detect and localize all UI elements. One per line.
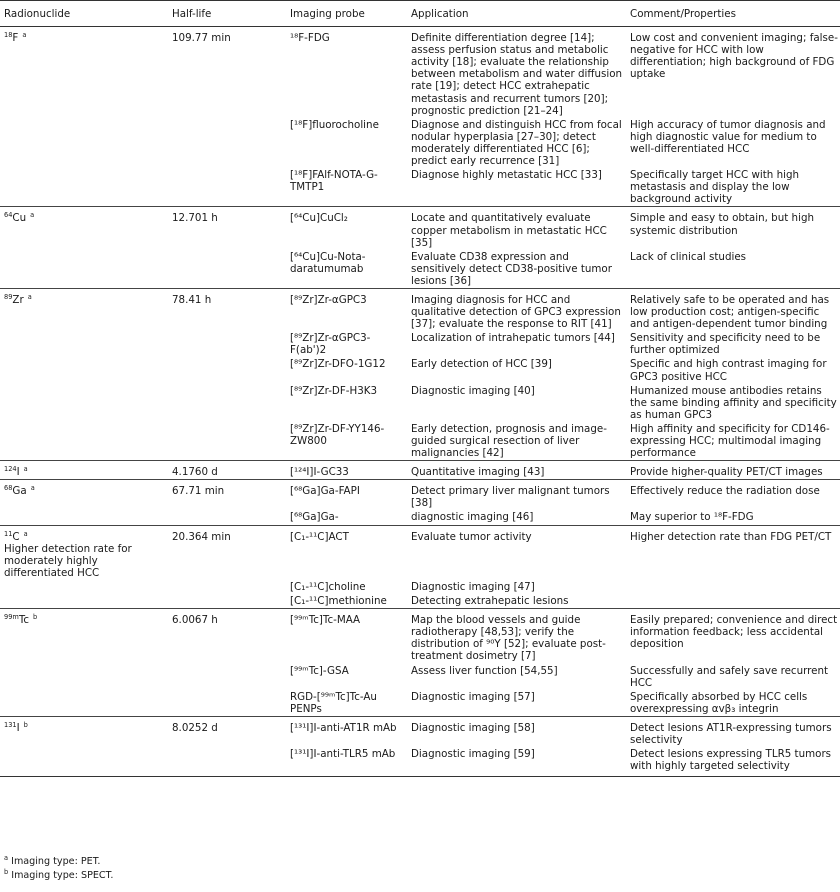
half-life-cell	[168, 288, 286, 331]
comment-cell: Specific and high contrast imaging for GPC3 positive HCC	[630, 358, 827, 383]
application-cell: Localization of intrahepatic tumors [44]	[411, 332, 615, 345]
element-symbol: F	[12, 32, 19, 45]
half-life-value: 4.1760 d	[172, 466, 218, 479]
application-cell: Diagnostic imaging [40]	[411, 384, 535, 397]
application-cell: diagnostic imaging [46]	[411, 511, 534, 524]
half-life-cell	[168, 690, 286, 717]
half-life-value: 67.71 min	[172, 485, 225, 498]
half-life-cell	[168, 384, 286, 422]
mass-number: 18	[4, 31, 13, 40]
application-cell: Evaluate tumor activity	[407, 525, 626, 580]
footnote-mark: a	[22, 31, 27, 40]
table-row	[0, 525, 840, 580]
table-row	[0, 331, 840, 357]
imaging-probe-cell: [¹⁸F]FAlf-NOTA-G-TMTP1	[290, 169, 378, 194]
radionuclide-cell	[0, 594, 168, 609]
table-row	[0, 510, 840, 525]
element-symbol: I	[16, 466, 20, 479]
application-cell: Assess liver function [54,55]	[411, 664, 558, 677]
half-life-value: 8.0252 d	[172, 721, 218, 734]
comment-cell: Higher detection rate than FDG PET/CT	[626, 525, 840, 580]
mass-number: 99m	[4, 613, 19, 622]
half-life-cell	[168, 480, 286, 511]
imaging-probe-cell: [⁹⁹ᵐTc]Tc-MAA	[286, 609, 407, 664]
table-header-row	[0, 1, 840, 27]
radionuclide-cell	[0, 480, 168, 511]
radionuclide-cell	[0, 384, 168, 422]
comment-cell: Low cost and convenient imaging; false-negative for HCC with low differentiation; high background of FDG uptake	[630, 32, 838, 81]
radionuclide-cell	[0, 331, 168, 357]
imaging-probe-cell: [⁶⁸Ga]Ga-FAPI	[286, 480, 407, 511]
radionuclide-note: Higher detection rate for moderately highly differentiated HCC	[4, 542, 132, 579]
application-cell: Diagnostic imaging [58]	[407, 716, 626, 747]
radionuclide-cell	[0, 288, 168, 331]
mass-number: 64	[4, 211, 13, 220]
half-life-value: 109.77 min	[172, 32, 231, 45]
footnote-text: Imaging type: SPECT.	[11, 870, 114, 881]
mass-number: 124	[4, 465, 17, 474]
footnote-mark: a	[23, 465, 28, 474]
comment-cell: Relatively safe to be operated and has low production cost; antigen-specific and antigen-dependent tumor binding	[626, 288, 840, 331]
footnote-mark: a	[27, 292, 32, 301]
table-row	[0, 27, 840, 118]
comment-cell: Specifically absorbed by HCC cells overexpressing αvβ₃ integrin	[630, 690, 808, 715]
element-symbol: I	[16, 721, 20, 734]
comment-cell: Lack of clinical studies	[630, 250, 747, 263]
half-life-cell	[168, 331, 286, 357]
table-row	[0, 118, 840, 168]
imaging-probe-cell: [⁶⁴Cu]CuCl₂	[286, 207, 407, 250]
imaging-probe-cell: [⁸⁹Zr]Zr-αGPC3	[286, 288, 407, 331]
radionuclide-cell	[0, 525, 168, 580]
half-life-cell	[168, 461, 286, 480]
imaging-probe-cell: ¹⁸F-FDG	[290, 32, 330, 45]
imaging-probe-cell: [⁶⁸Ga]Ga-	[290, 511, 339, 524]
half-life-cell	[168, 664, 286, 690]
table-row	[0, 422, 840, 461]
half-life-value: 20.364 min	[172, 530, 231, 543]
radionuclide-cell	[0, 510, 168, 525]
mass-number: 11	[4, 529, 13, 538]
header-comment: Comment/Properties	[626, 1, 840, 27]
radionuclide-cell	[0, 27, 168, 118]
imaging-probe-cell: [⁹⁹ᵐTc]-GSA	[290, 664, 349, 677]
table-row	[0, 250, 840, 289]
footnote-mark: a	[30, 211, 35, 220]
element-symbol: C	[12, 530, 20, 543]
table-row	[0, 288, 840, 331]
table-row	[0, 580, 840, 594]
application-cell: Early detection, prognosis and image-guided surgical resection of liver malignancies [42]	[411, 422, 607, 460]
table-row	[0, 747, 840, 777]
table-body	[0, 27, 840, 777]
table-row	[0, 357, 840, 383]
half-life-cell	[168, 357, 286, 383]
comment-cell: Simple and easy to obtain, but high systemic distribution	[626, 207, 840, 250]
radionuclide-cell	[0, 461, 168, 480]
table-row	[0, 461, 840, 480]
comment-cell	[626, 594, 840, 609]
comment-cell: Specifically target HCC with high metastasis and display the low background activity	[630, 169, 800, 206]
element-symbol: Tc	[18, 614, 30, 627]
comment-cell: High accuracy of tumor diagnosis and high diagnostic value for medium to well-differentiated HCC	[630, 118, 826, 155]
radionuclide-cell	[0, 747, 168, 777]
half-life-value: 6.0067 h	[172, 614, 218, 627]
table-row	[0, 384, 840, 422]
application-cell: Definite differentiation degree [14]; assess perfusion status and metabolic activity [18]; evaluate the relationship between metabolism and water diffusion rate [19]; detect HCC extrahepatic metastasis and recurrent tumors [20]; prognostic prediction [21–24]	[411, 32, 623, 117]
application-cell: Diagnose highly metastatic HCC [33]	[411, 169, 602, 182]
imaging-probe-cell: [C₁-¹¹C]ACT	[286, 525, 407, 580]
imaging-probe-cell: RGD-[⁹⁹ᵐTc]Tc-Au PENPs	[290, 690, 377, 715]
table-footnotes	[4, 855, 113, 883]
half-life-cell	[168, 510, 286, 525]
imaging-probe-cell: [⁸⁹Zr]Zr-DFO-1G12	[290, 358, 386, 371]
table-row	[0, 690, 840, 717]
half-life-cell	[168, 27, 286, 118]
mass-number: 89	[4, 292, 13, 301]
table-row	[0, 168, 840, 207]
comment-cell: Effectively reduce the radiation dose	[626, 480, 840, 511]
half-life-cell	[168, 594, 286, 609]
table-row	[0, 594, 840, 609]
half-life-cell	[168, 747, 286, 777]
half-life-value: 78.41 h	[172, 293, 212, 306]
imaging-probe-cell: [¹²⁴I]I-GC33	[286, 461, 407, 480]
comment-cell: High affinity and specificity for CD146-expressing HCC; multimodal imaging performance	[630, 422, 830, 460]
radionuclide-cell	[0, 207, 168, 250]
radionuclide-cell	[0, 690, 168, 717]
comment-cell: Humanized mouse antibodies retains the same binding affinity and specificity as human GPC3	[630, 384, 837, 421]
comment-cell: Successfully and safely save recurrent HCC	[630, 664, 829, 689]
imaging-probe-cell: [⁸⁹Zr]Zr-αGPC3-F(ab')2	[290, 332, 371, 357]
half-life-cell	[168, 716, 286, 747]
imaging-probe-cell: [⁶⁴Cu]Cu-Nota-daratumumab	[290, 250, 366, 275]
comment-cell: Detect lesions AT1R-expressing tumors selectivity	[626, 716, 840, 747]
table-row	[0, 716, 840, 747]
header-application: Application	[407, 1, 626, 27]
application-cell: Diagnose and distinguish HCC from focal nodular hyperplasia [27–30]; detect moderately differentiated HCC [6]; predict early recurrence [31]	[411, 118, 622, 168]
footnote-mark: b	[23, 720, 28, 729]
radionuclide-cell	[0, 118, 168, 168]
imaging-probe-cell: [C₁-¹¹C]choline	[290, 580, 366, 593]
application-cell: Locate and quantitatively evaluate copper metabolism in metastatic HCC [35]	[407, 207, 626, 250]
application-cell: Detect primary liver malignant tumors [38]	[407, 480, 626, 511]
imaging-probe-cell: [¹⁸F]fluorocholine	[290, 118, 379, 131]
radionuclide-cell	[0, 609, 168, 664]
application-cell: Evaluate CD38 expression and sensitively detect CD38-positive tumor lesions [36]	[411, 250, 612, 287]
imaging-probe-cell: [C₁-¹¹C]methionine	[290, 595, 387, 608]
footnote-a	[4, 855, 113, 869]
table-row	[0, 664, 840, 690]
table-row	[0, 480, 840, 511]
half-life-cell	[168, 250, 286, 289]
application-cell: Quantitative imaging [43]	[407, 461, 626, 480]
half-life-cell	[168, 207, 286, 250]
comment-cell: Provide higher-quality PET/CT images	[626, 461, 840, 480]
application-cell: Diagnostic imaging [47]	[411, 580, 535, 593]
mass-number: 131	[4, 720, 17, 729]
comment-cell: Sensitivity and specificity need to be further optimized	[630, 332, 821, 357]
table-row	[0, 207, 840, 250]
imaging-probe-cell: [¹³¹I]I-anti-TLR5 mAb	[286, 747, 407, 777]
table-row	[0, 609, 840, 664]
application-cell: Diagnostic imaging [59]	[407, 747, 626, 777]
comment-cell	[626, 580, 840, 594]
application-cell: Early detection of HCC [39]	[411, 358, 552, 371]
half-life-cell	[168, 168, 286, 207]
radionuclide-cell	[0, 357, 168, 383]
footnote-mark: b	[33, 613, 38, 622]
half-life-cell	[168, 422, 286, 461]
application-cell: Map the blood vessels and guide radiotherapy [48,53]; verify the distribution of ⁹⁰Y [52]; evaluate post-treatment dosimetry [7]	[407, 609, 626, 664]
imaging-probe-cell: [⁸⁹Zr]Zr-DF-H3K3	[290, 384, 378, 397]
comment-cell: May superior to ¹⁸F-FDG	[630, 511, 754, 524]
header-radionuclide: Radionuclide	[0, 1, 168, 27]
footnote-text: Imaging type: PET.	[11, 856, 101, 867]
mass-number: 68	[4, 484, 13, 493]
half-life-value: 12.701 h	[172, 212, 218, 225]
imaging-probe-cell: [¹³¹I]I-anti-AT1R mAb	[286, 716, 407, 747]
radionuclide-cell	[0, 580, 168, 594]
radionuclide-cell	[0, 168, 168, 207]
footnote-mark: a	[23, 529, 28, 538]
radionuclide-cell	[0, 250, 168, 289]
element-symbol: Cu	[12, 212, 27, 225]
header-imaging-probe: Imaging probe	[286, 1, 407, 27]
element-symbol: Zr	[12, 293, 24, 306]
half-life-cell	[168, 525, 286, 580]
radionuclide-cell	[0, 716, 168, 747]
half-life-cell	[168, 118, 286, 168]
application-cell: Imaging diagnosis for HCC and qualitative detection of GPC3 expression [37]; evaluate the response to RIT [41]	[407, 288, 626, 331]
header-half-life: Half-life	[168, 1, 286, 27]
application-cell: Detecting extrahepatic lesions	[411, 595, 569, 608]
footnote-mark: a	[4, 854, 9, 862]
radionuclide-cell	[0, 422, 168, 461]
application-cell: Diagnostic imaging [57]	[411, 690, 535, 703]
radionuclide-cell	[0, 664, 168, 690]
comment-cell: Easily prepared; convenience and direct information feedback; less accidental deposition	[626, 609, 840, 664]
element-symbol: Ga	[12, 485, 27, 498]
imaging-probe-cell: [⁸⁹Zr]Zr-DF-YY146-ZW800	[290, 422, 385, 447]
footnote-b	[4, 869, 113, 883]
half-life-cell	[168, 609, 286, 664]
footnote-mark: a	[30, 484, 35, 493]
footnote-mark: b	[4, 868, 9, 876]
comment-cell: Detect lesions expressing TLR5 tumors with highly targeted selectivity	[626, 747, 840, 777]
half-life-cell	[168, 580, 286, 594]
